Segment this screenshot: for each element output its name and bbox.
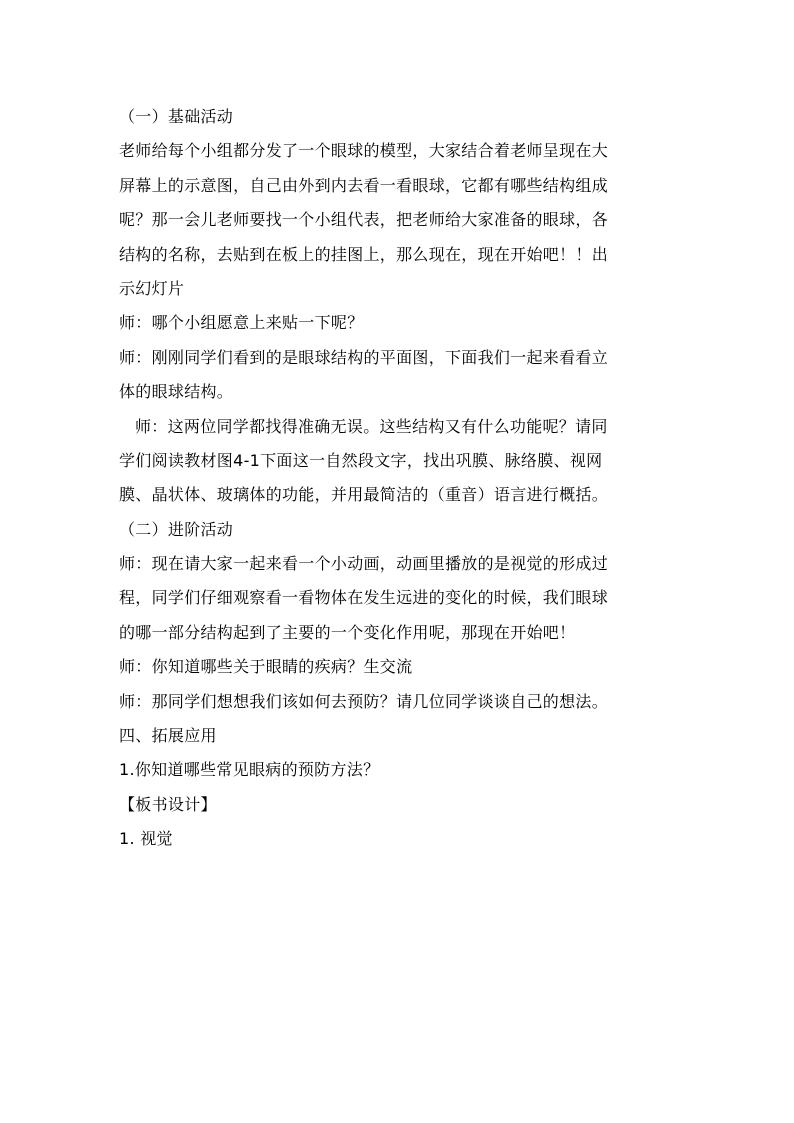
section-heading-extension: 四、拓展应用 [119, 726, 217, 746]
paragraph-line: 师：现在请大家一起来看一个小动画，动画里播放的是视觉的形成过 [119, 554, 609, 574]
paragraph-line: 体的眼球结构。 [119, 382, 234, 402]
paragraph-line: 老师给每个小组都分发了一个眼球的模型，大家结合着老师呈现在大 [119, 141, 609, 161]
paragraph-line: 学们阅读教材图4-1下面这一自然段文字，找出巩膜、脉络膜、视网 [119, 450, 603, 470]
list-item: 1.你知道哪些常见眼病的预防方法？ [119, 760, 380, 780]
section-heading-advanced: （二）进阶活动 [119, 519, 234, 539]
paragraph-line: 的哪一部分结构起到了主要的一个变化作用呢，那现在开始吧！ [119, 622, 576, 642]
paragraph-line: 结构的名称，去贴到在板上的挂图上，那么现在，现在开始吧！！出 [119, 244, 609, 264]
section-heading-basic: （一）基础活动 [119, 107, 234, 126]
paragraph-line: 呢？那一会儿老师要找一个小组代表，把老师给大家准备的眼球，各 [119, 210, 609, 230]
paragraph-line: 示幻灯片 [119, 278, 185, 298]
section-heading-board-design: 【板书设计】 [119, 794, 217, 814]
paragraph-line: 程，同学们仔细观察看一看物体在发生远进的变化的时候，我们眼球 [119, 588, 609, 608]
paragraph-line: 师：你知道哪些关于眼睛的疾病？生交流 [119, 657, 413, 677]
paragraph-line: 师：刚刚同学们看到的是眼球结构的平面图，下面我们一起来看看立 [119, 347, 609, 367]
paragraph-line: 师：这两位同学都找得准确无误。这些结构又有什么功能呢？请同 [135, 416, 608, 436]
document-body [119, 100, 679, 857]
paragraph-line: 屏幕上的示意图，自己由外到内去看一看眼球，它都有哪些结构组成 [119, 175, 609, 195]
list-item: 1. 视觉 [119, 829, 173, 849]
paragraph-line: 师：哪个小组愿意上来贴一下呢？ [119, 313, 364, 333]
paragraph-line: 师：那同学们想想我们该如何去预防？请几位同学谈谈自己的想法。 [119, 691, 609, 711]
paragraph-line: 膜、晶状体、玻璃体的功能，并用最简洁的（重音）语言进行概括。 [119, 485, 609, 505]
